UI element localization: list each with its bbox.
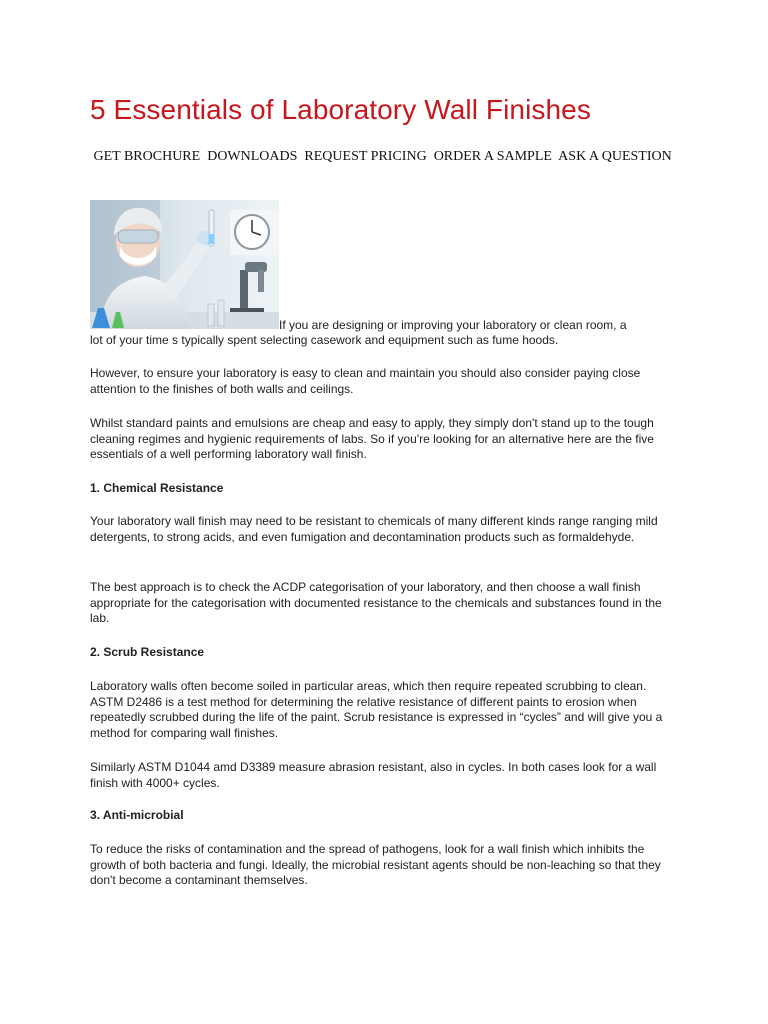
- section-heading-scrub-resistance: 2. Scrub Resistance: [90, 645, 205, 659]
- downloads-link[interactable]: DOWNLOADS: [207, 149, 298, 164]
- paints-paragraph: Whilst standard paints and emulsions are cheap and easy to apply, they simply don't stand up to the tough cleaning regimes and hygienic requirements of labs. So if you're looking for an alternative here are the five essentials of a well performing laboratory wall finish.: [90, 416, 654, 461]
- section-heading-anti-microbial: 3. Anti-microbial: [90, 808, 184, 822]
- scrub-paragraph-2: Similarly ASTM D1044 amd D3389 measure abrasion resistant, also in cycles. In both cases look for a wall finish with 4000+ cycles.: [90, 760, 657, 790]
- order-sample-link[interactable]: ORDER A SAMPLE: [433, 149, 552, 164]
- lab-scientist-photo: [90, 200, 279, 329]
- action-links: [90, 148, 682, 165]
- ask-question-link[interactable]: ASK A QUESTION: [558, 149, 672, 164]
- section-heading-chemical-resistance: 1. Chemical Resistance: [90, 481, 224, 495]
- chemical-paragraph-2: The best approach is to check the ACDP categorisation of your laboratory, and then choose a wall finish appropriate for the categorisation with documented resistance to the chemicals and substances found in the lab.: [90, 580, 662, 625]
- ensure-paragraph: However, to ensure your laboratory is easy to clean and maintain you should also consider paying close attention to the finishes of both walls and ceilings.: [90, 366, 641, 396]
- get-brochure-link[interactable]: GET BROCHURE: [93, 149, 201, 164]
- antimicrobial-paragraph: To reduce the risks of contamination and the spread of pathogens, look for a wall finish which inhibits the growth of both bacteria and fungi. Ideally, the microbial resistant agents should be non-leaching so that they don't become a contaminant themselves.: [90, 842, 661, 887]
- intro-paragraph: lot of your time s typically spent selecting casework and equipment such as fume hoods.: [90, 333, 559, 347]
- page-title: 5 Essentials of Laboratory Wall Finishes: [90, 94, 591, 125]
- scrub-paragraph-1: Laboratory walls often become soiled in particular areas, which then require repeated scrubbing to clean. ASTM D2486 is a test method for determining the relative resistance of different paints to erosion when repeatedly scrubbed during the life of the paint. Scrub resistance is expressed in “cycles” and will give you a method for comparing wall finishes.: [90, 679, 663, 740]
- chemical-paragraph-1: Your laboratory wall finish may need to be resistant to chemicals of many different kinds range ranging mild detergents, to strong acids, and even fumigation and decontamination products such as formaldehyde.: [90, 514, 658, 544]
- request-pricing-link[interactable]: REQUEST PRICING: [304, 149, 427, 164]
- intro-first-line: If you are designing or improving your laboratory or clean room, a: [279, 318, 627, 332]
